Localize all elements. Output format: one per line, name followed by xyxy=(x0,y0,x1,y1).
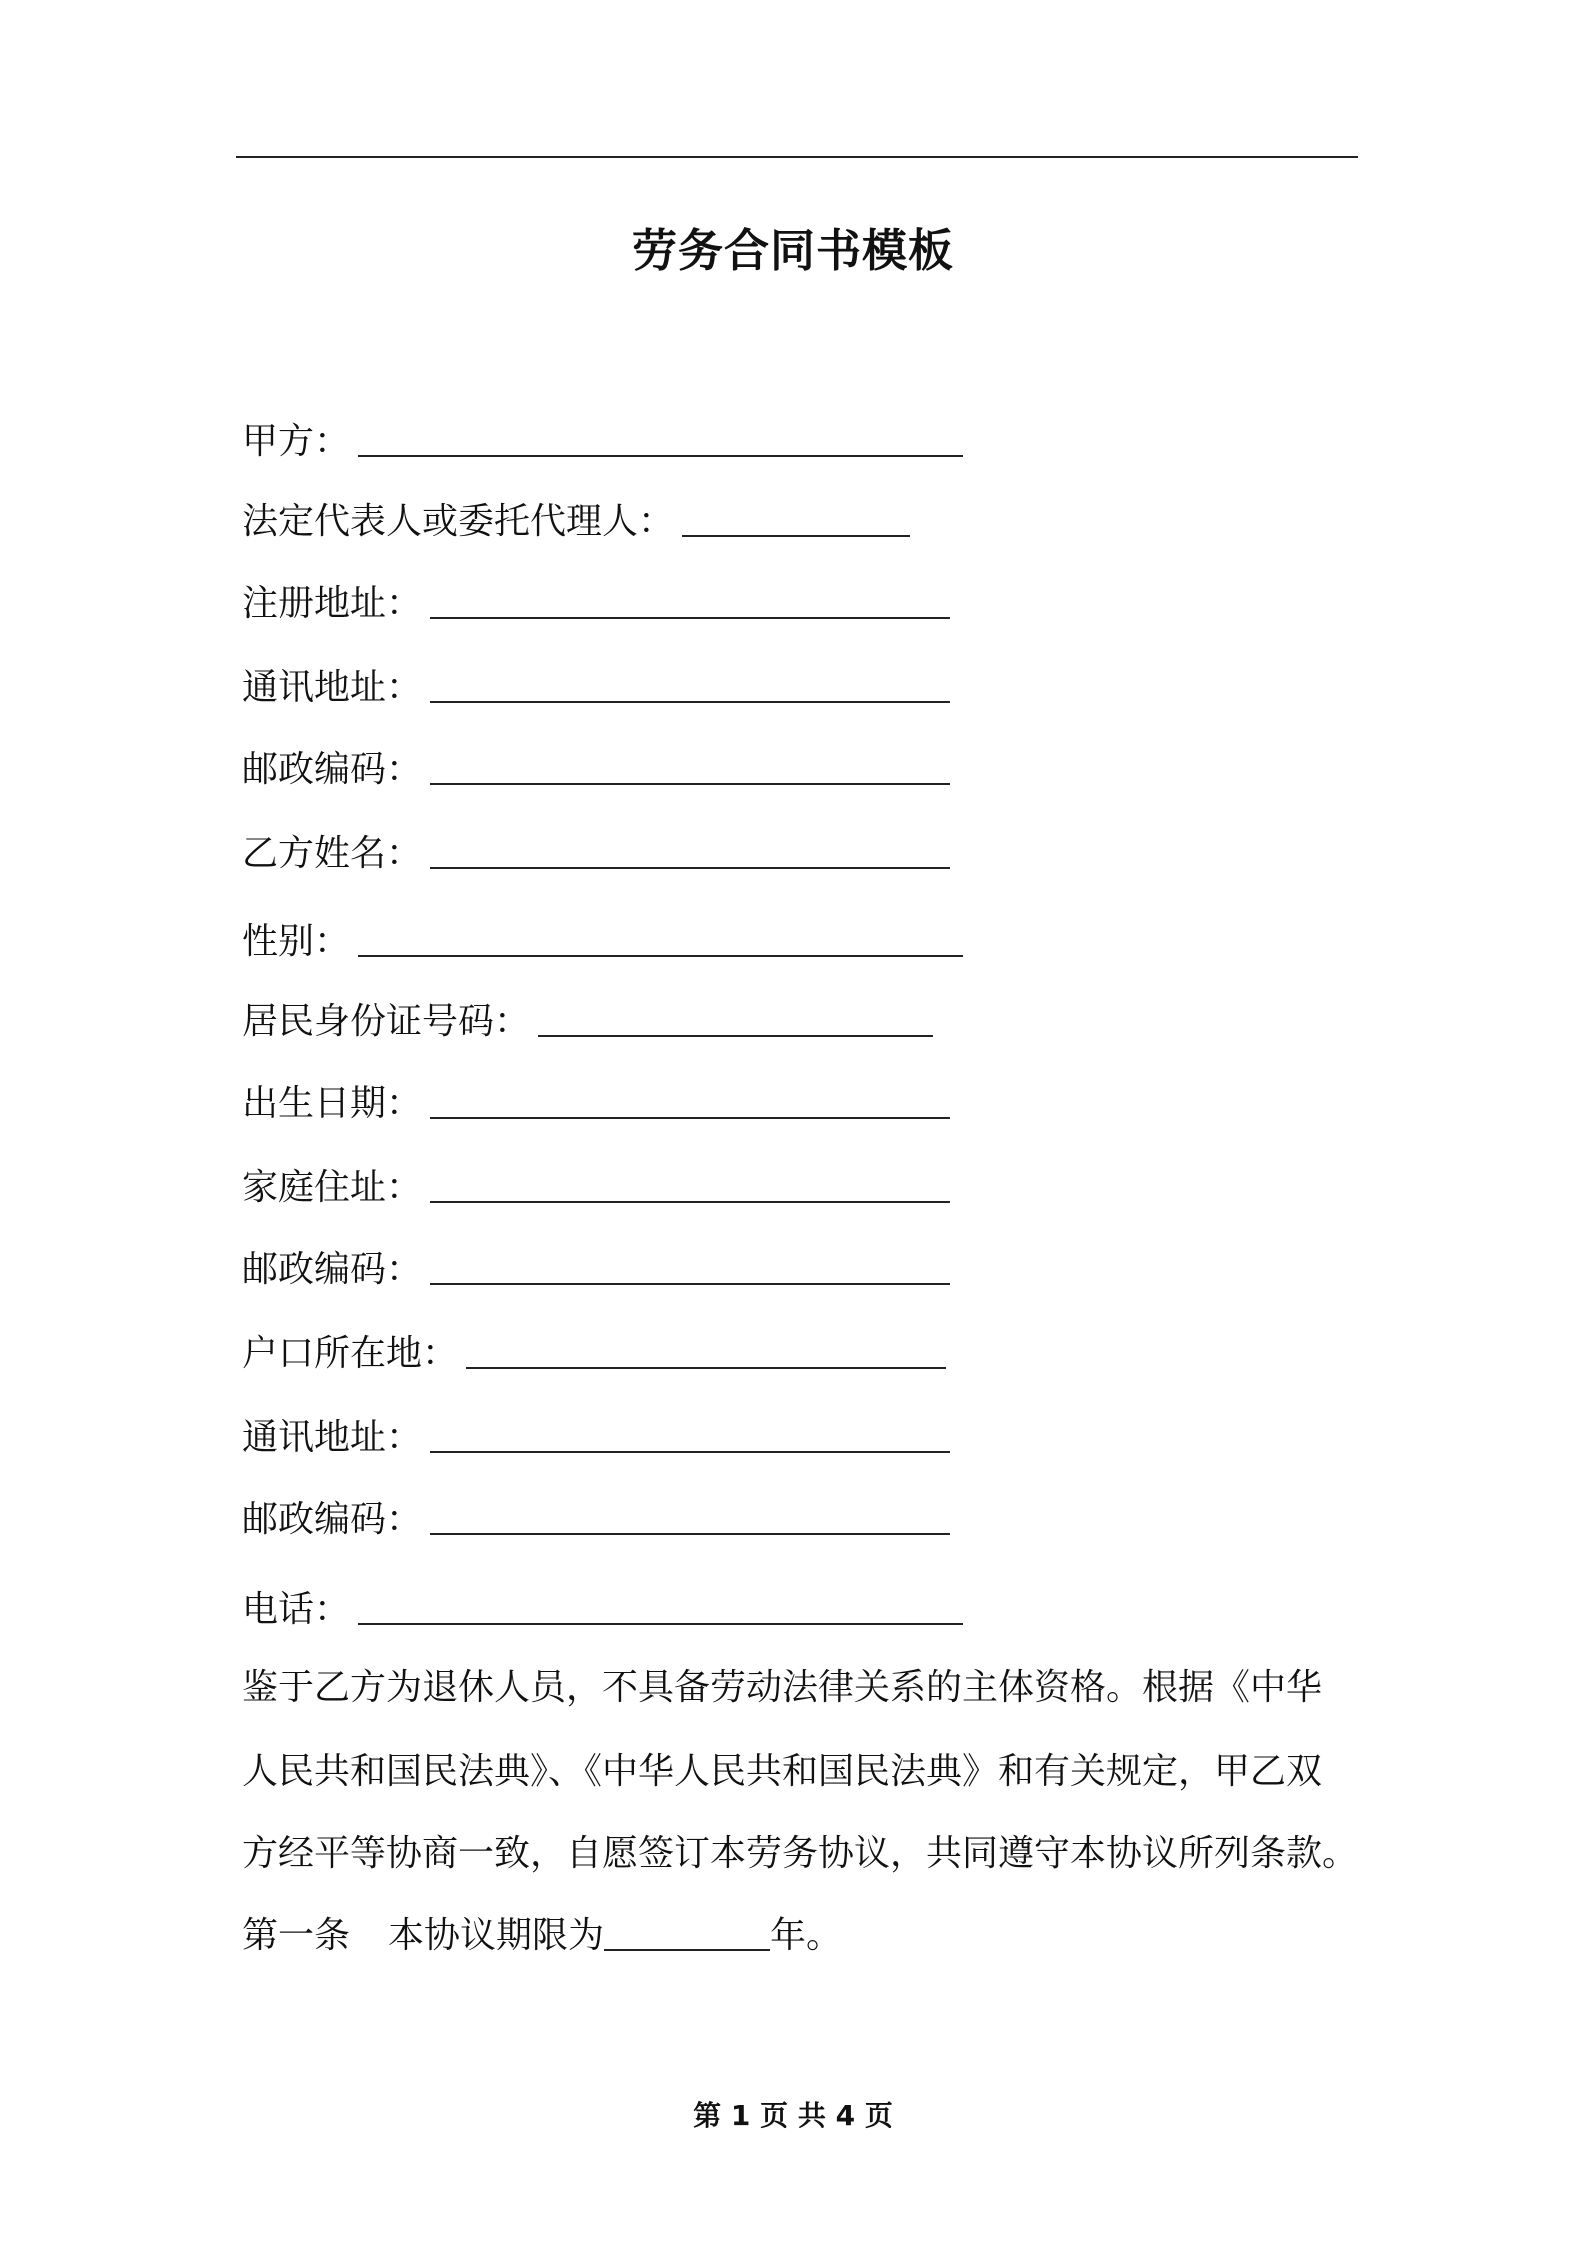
field-postal-code-a xyxy=(242,746,950,794)
field-label: 甲方： xyxy=(242,421,351,462)
field-mailing-address-a xyxy=(242,664,950,712)
paragraph-line-1: 鉴于乙方为退休人员，不具备劳动法律关系的主体资格。根据《中华 xyxy=(242,1667,1323,1708)
field-home-address xyxy=(242,1164,950,1212)
page-footer: 第 1 页 共 4 页 xyxy=(693,2099,893,2132)
field-label: 出生日期： xyxy=(242,1083,423,1124)
article-1 xyxy=(242,1912,842,1960)
field-blank[interactable] xyxy=(430,1087,950,1119)
field-postal-code-b2 xyxy=(242,1496,950,1544)
field-label: 法定代表人或委托代理人： xyxy=(242,501,675,542)
field-party-b-name xyxy=(242,830,950,878)
field-gender xyxy=(242,918,963,966)
article-term-blank[interactable] xyxy=(604,1919,770,1951)
field-party-a xyxy=(242,418,963,466)
field-label: 通讯地址： xyxy=(242,667,423,708)
field-label: 家庭住址： xyxy=(242,1167,423,1208)
article-text-after: 年。 xyxy=(770,1915,843,1956)
field-blank[interactable] xyxy=(430,753,950,785)
field-blank[interactable] xyxy=(430,1253,950,1285)
document-title: 劳务合同书模板 xyxy=(631,224,954,277)
field-blank[interactable] xyxy=(682,505,910,537)
field-label: 邮政编码： xyxy=(242,749,423,790)
field-label: 性别： xyxy=(242,921,351,962)
field-registered-address xyxy=(242,580,950,628)
field-id-number xyxy=(242,998,933,1046)
article-text-before: 本协议期限为 xyxy=(388,1915,605,1956)
field-blank[interactable] xyxy=(430,671,950,703)
field-label: 邮政编码： xyxy=(242,1499,423,1540)
field-household-registration xyxy=(242,1330,946,1378)
field-label: 邮政编码： xyxy=(242,1249,423,1290)
header-rule xyxy=(236,156,1358,158)
field-blank[interactable] xyxy=(466,1337,946,1369)
field-label: 户口所在地： xyxy=(242,1333,459,1374)
field-blank[interactable] xyxy=(538,1005,933,1037)
paragraph-line-2: 人民共和国民法典》、《中华人民共和国民法典》和有关规定，甲乙双 xyxy=(242,1751,1323,1792)
field-blank[interactable] xyxy=(430,587,950,619)
field-blank[interactable] xyxy=(430,1171,950,1203)
field-blank[interactable] xyxy=(430,837,950,869)
field-mailing-address-b xyxy=(242,1414,950,1462)
field-phone xyxy=(242,1586,963,1634)
field-birth-date xyxy=(242,1080,950,1128)
field-blank[interactable] xyxy=(358,925,963,957)
field-label: 通讯地址： xyxy=(242,1417,423,1458)
field-blank[interactable] xyxy=(358,1593,963,1625)
field-postal-code-b1 xyxy=(242,1246,950,1294)
field-label: 注册地址： xyxy=(242,583,423,624)
field-label: 乙方姓名： xyxy=(242,833,423,874)
field-blank[interactable] xyxy=(430,1503,950,1535)
field-legal-representative xyxy=(242,498,910,546)
field-blank[interactable] xyxy=(430,1421,950,1453)
paragraph-line-3: 方经平等协商一致，自愿签订本劳务协议，共同遵守本协议所列条款。 xyxy=(242,1833,1359,1874)
field-label: 居民身份证号码： xyxy=(242,1001,531,1042)
field-blank[interactable] xyxy=(358,425,963,457)
field-label: 电话： xyxy=(242,1589,351,1630)
article-number: 第一条 xyxy=(242,1915,351,1956)
